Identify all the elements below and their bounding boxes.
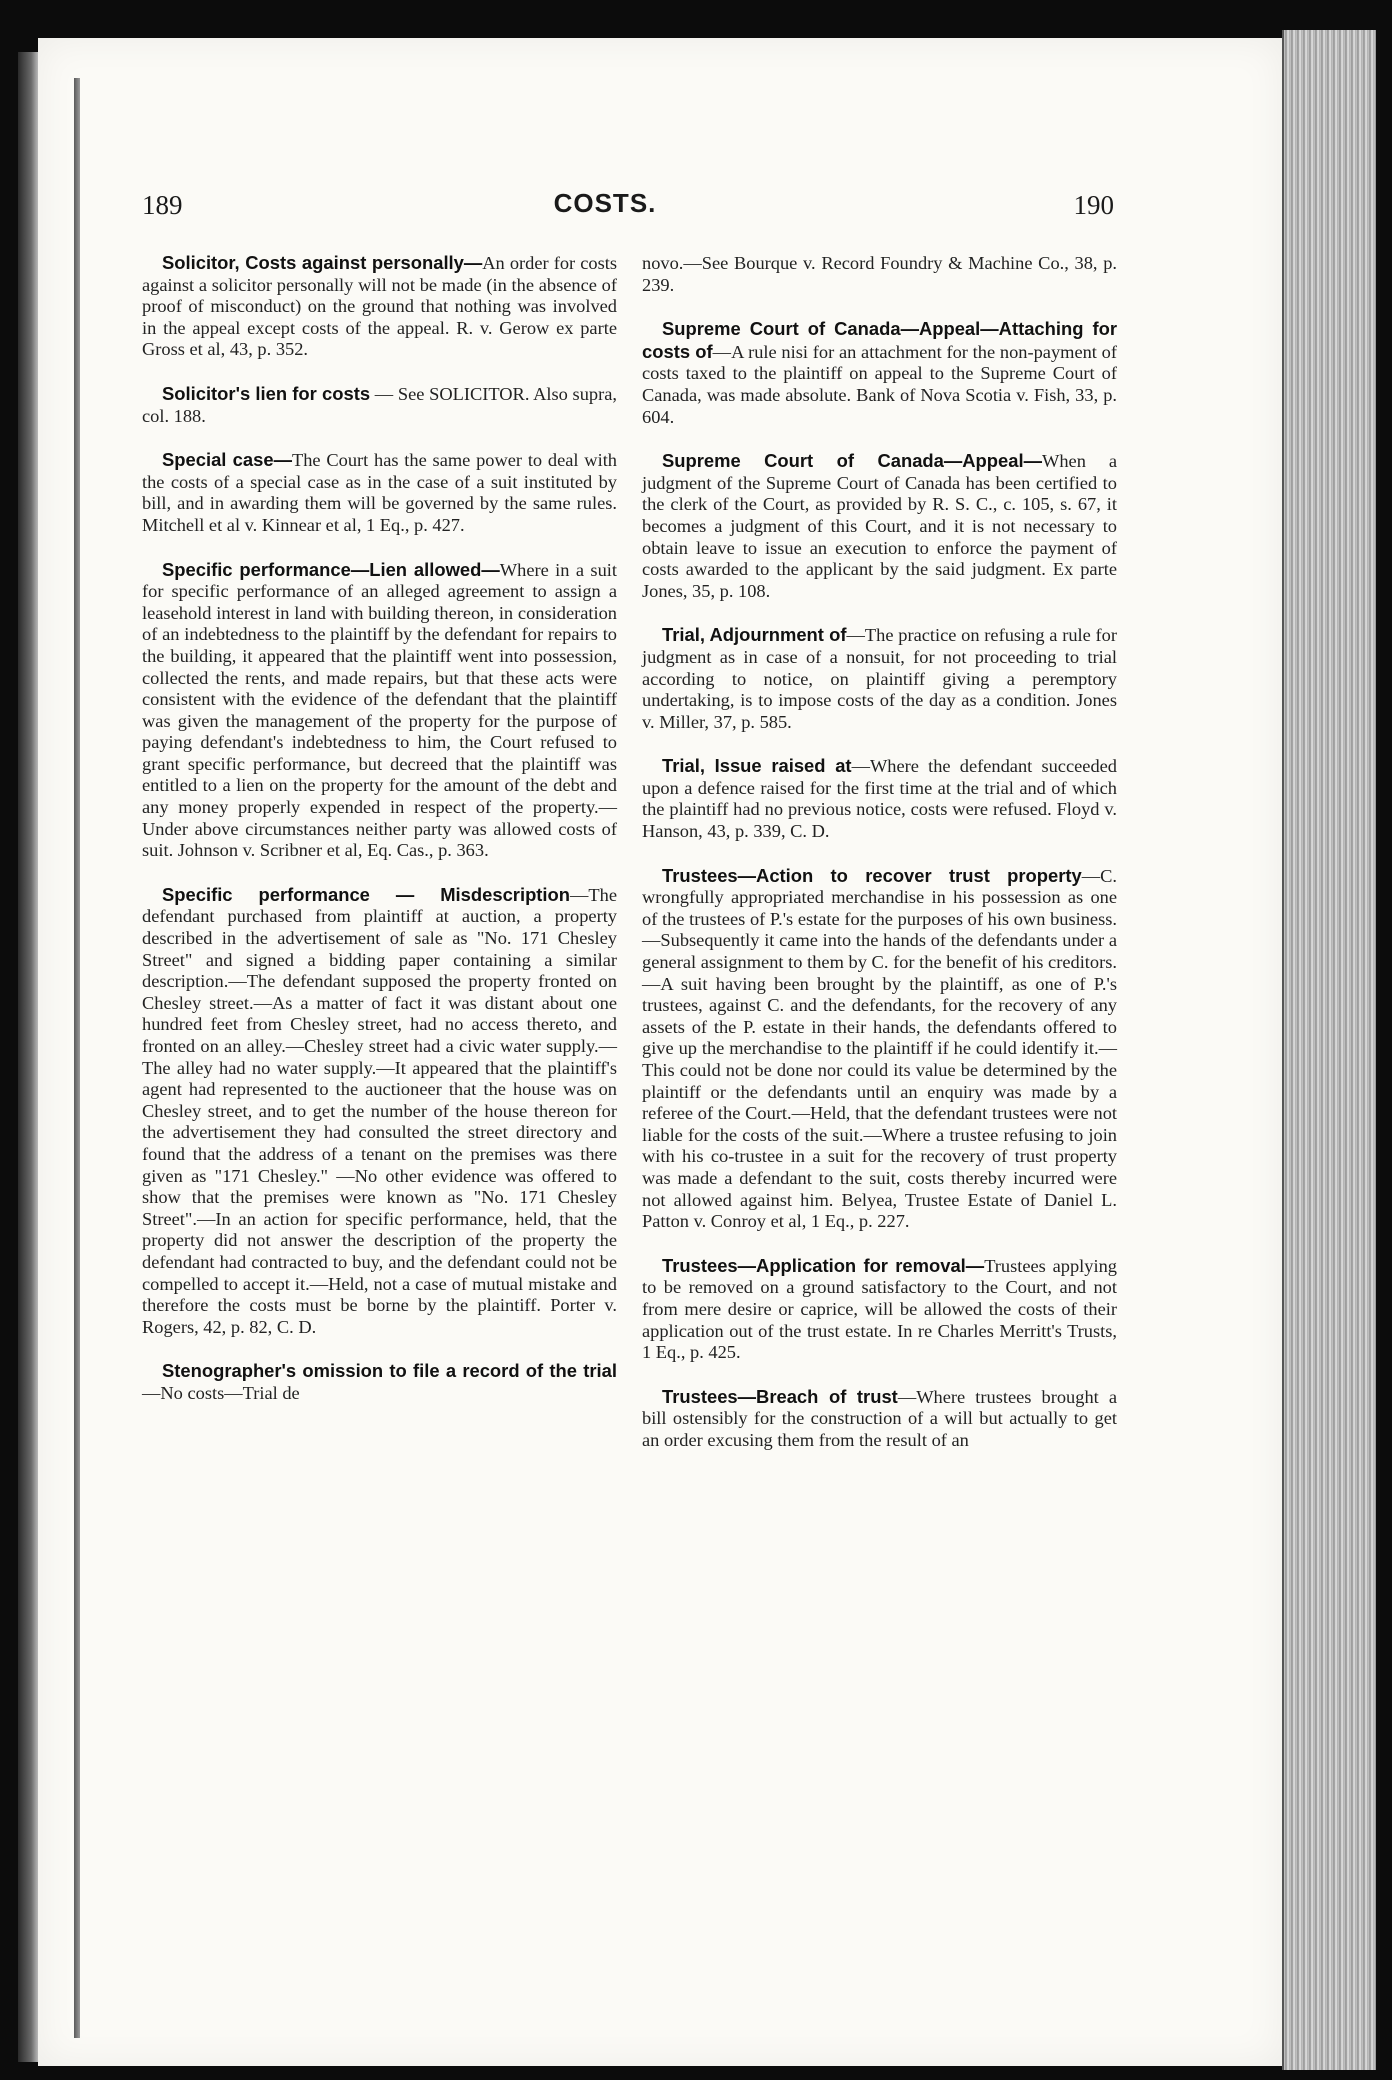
page-header xyxy=(96,150,1114,220)
entry xyxy=(642,318,1117,428)
entry xyxy=(142,884,617,1338)
entry xyxy=(642,624,1117,733)
entry-text: Where in a suit for specific performance of an alleged agreement to assign a leasehold interest in land with building thereon, in consideration of an indebtedness to the plaintiff by the defendant for repairs to the building, it appeared that the plaintiff went into possession, collected the rents, and made repairs, but that these acts were consistent with the evidence of the defendant that the plaintiff was given the management of the property for the purpose of paying defendant's indebtedness to him, the Court refused to grant specific performance, but decreed that the plaintiff was entitled to a lien on the property for the amount of the debt and any money properly expended in respect of the property.—Under above circumstances neither party was allowed costs of suit. Johnson v. Scribner et al, Eq. Cas., p. 363. xyxy=(142,559,617,861)
entry-text: novo.—See Bourque v. Record Foundry & Machine Co., 38, p. 239. xyxy=(642,253,1117,295)
entry-heading: Supreme Court of Canada—Appeal—Attaching for costs of xyxy=(642,318,1117,362)
entry-heading: Specific performance — Misdescription xyxy=(162,883,571,905)
entry-heading: Trustees—Application for removal— xyxy=(662,1254,985,1276)
entry-text: When a judgment of the Supreme Court of Canada has been certified to the clerk of the Court, as provided by R. S. C., c. 105, s. 67, it becomes a judgment of this Court, and it is not necessary to obtain leave to issue an execution to enforce the payment of costs awarded to the applicant by the said judgment. Ex parte Jones, 35, p. 108. xyxy=(642,451,1117,601)
entry xyxy=(142,1360,617,1404)
entry-heading: Stenographer's omission to file a record of the trial xyxy=(162,1360,617,1382)
entry-heading: Solicitor's lien for costs xyxy=(162,382,371,404)
entry xyxy=(642,1386,1117,1452)
entry xyxy=(142,449,617,536)
entry-text: An order for costs against a solicitor personally will not be made (in the absence of proof of misconduct) on the ground that nothing was involved in the appeal except costs of the appeal. R. v. Gerow ex parte Gross et al, 43, p. 352. xyxy=(142,253,617,360)
entry-text: Trustees applying to be removed on a ground satisfactory to the Court, and not from mere desire or caprice, will be allowed the costs of their application out of the trust estate. In re Charles Merritt's Trusts, 1 Eq., p. 425. xyxy=(642,1255,1117,1363)
entry-heading: Trial, Adjournment of xyxy=(662,624,847,646)
entry xyxy=(642,865,1117,1233)
entry-heading: Trial, Issue raised at xyxy=(662,755,852,777)
entry-text: —The defendant purchased from plaintiff at auction, a property described in the advertisement of sale as "No. 171 Chesley Street" and signed a bidding paper containing a similar description.—The defendant supposed the property fronted on Chesley street.—As a matter of fact it was distant about one hundred feet from Chesley street, had no access thereto, and fronted on an alley.—Chesley street had a civic water supply.—The alley had no water supply.—It appeared that the plaintiff's agent had represented to the auctioneer that the house was on Chesley street, and to get the number of the house thereon for the advertisement they had consulted the street directory and found that the address of a tenant on the premises was there given as "171 Chesley." —No other evidence was offered to show that the premises were known as "No. 171 Chesley Street".—In an action for specific performance, held, that the property did not answer the description of the property the defendant had contracted to buy, and the defendant could not be compelled to accept it.—Held, not a case of mutual mistake and therefore the costs must be borne by the plaintiff. Porter v. Rogers, 42, p. 82, C. D. xyxy=(142,884,617,1337)
entry-heading: Solicitor, Costs against personally— xyxy=(162,252,483,273)
page-edges-right xyxy=(1282,30,1376,2070)
entry-text: The Court has the same power to deal with the costs of a special case as in the case of a suit instituted by bill, and in awarding them will be governed by the same rules. Mitchell et al v. Kinnear et al, 1 Eq., p. 427. xyxy=(142,450,617,535)
entry-text: —Where trustees brought a bill ostensibly for the construction of a will but actually to get an order excusing them from the result of an xyxy=(642,1386,1117,1450)
entry-heading: Special case— xyxy=(162,449,292,471)
entry xyxy=(642,252,1117,296)
entry xyxy=(642,450,1117,602)
entry-text: —A rule nisi for an attachment for the non-payment of costs taxed to the plaintiff on appeal to the Supreme Court of Canada, was made absolute. Bank of Nova Scotia v. Fish, 33, p. 604. xyxy=(642,341,1117,427)
book-spine-left xyxy=(18,52,40,2062)
entry xyxy=(142,383,617,427)
entry-text: —No costs—Trial de xyxy=(142,1382,300,1403)
margin-rule xyxy=(74,78,80,2038)
entry xyxy=(142,252,617,361)
page-number-left: 189 xyxy=(142,190,183,220)
entry xyxy=(142,559,617,862)
entry xyxy=(642,755,1117,842)
page-number-right: 190 xyxy=(1073,190,1114,220)
entry-heading: Trustees—Action to recover trust property xyxy=(662,864,1082,886)
entry-text: —Where the defendant succeeded upon a defence raised for the first time at the trial and of which the plaintiff had no previous notice, costs were refused. Floyd v. Hanson, 43, p. 339, C. D. xyxy=(642,756,1118,842)
entry xyxy=(642,1255,1117,1364)
entry-heading: Trustees—Breach of trust xyxy=(662,1385,898,1407)
right-column xyxy=(642,252,1117,1474)
entry-heading: Specific performance—Lien allowed— xyxy=(162,558,500,580)
entry-heading: Supreme Court of Canada—Appeal— xyxy=(662,450,1042,472)
entry-text: —The practice on refusing a rule for judgment as in case of a nonsuit, for not proceeding to trial according to notice, on plaintiff giving a peremptory undertaking, is to impose costs of the day as a condition. Jones v. Miller, 37, p. 585. xyxy=(642,625,1117,732)
entry-text: —C. wrongfully appropriated merchandise in his possession as one of the trustees of P.'s estate for the purposes of his own business.—Subsequently it came into the hands of the defendants under a general assignment to them by C. for the benefit of his creditors.—A suit having been brought by the plaintiff, as one of P.'s trustees, against C. and the defendants, for the recovery of any assets of the P. estate in their hands, the defendants offered to give up the merchandise to the plaintiff if he could identify it.—This could not be done nor could its value be determined by the plaintiff or the defendants until an enquiry was made by a referee of the Court.—Held, that the defendant trustees were not liable for the costs of the suit.—Where a trustee refusing to join with his co-trustee in a suit for the recovery of trust property was made a defendant to the suit, costs thereby incurred were not allowed against him. Belyea, Trustee Estate of Daniel L. Patton v. Conroy et al, 1 Eq., p. 227. xyxy=(642,865,1117,1232)
entry-text: — See SOLICITOR. Also supra, col. 188. xyxy=(142,383,617,426)
page-title: COSTS. xyxy=(553,188,657,218)
left-column xyxy=(142,252,617,1427)
